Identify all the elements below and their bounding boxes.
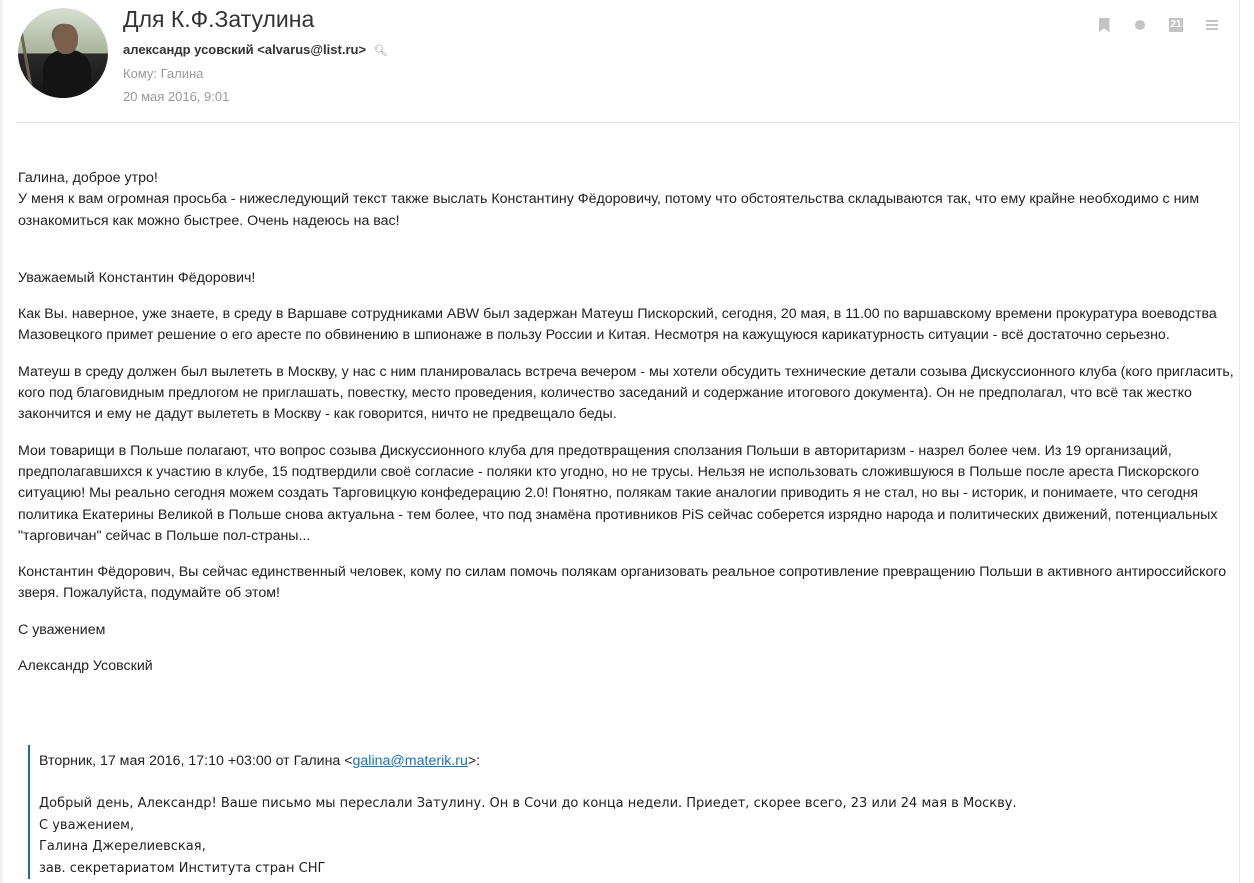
quoted-body [39, 793, 1139, 879]
quoted-line: Галина Джерелиевская, [39, 839, 206, 854]
sender-avatar[interactable] [18, 8, 108, 98]
bookmark-button[interactable] [1086, 14, 1122, 36]
calendar-icon: 21 [1170, 19, 1182, 30]
avatar-tree [19, 26, 32, 86]
quoted-header [39, 751, 1139, 771]
body-paragraph: Мои товарищи в Польше полагают, что вопрос созыва Дискуссионного клуба для предотвращения сползания Польши в авторитаризм - назрел более чем. Из 19 организаций, предполагавшихся к участию в клубе, 15 подтвердили своё согласие - поляки кто угодно, но не трусы. Нельзя не использовать сложившуюся в Польше после ареста Пискорского ситуацию! Мы реально сегодня можем создать Тарговицкую конфедерацию 2.0! Понятно, полякам такие аналогии приводить я не стал, но вы - историк, и понимаете, что сегодня политика Екатерины Великой в Польше снова актуальна - тем более, что под знамёна противников PiS сейчас соберется изрядно народа и политических движений, потенциальных "тарговичан" сейчас в Польше пол-страны... [18, 442, 1218, 544]
quoted-line: С уважением, [39, 817, 135, 833]
menu-icon [1206, 20, 1218, 30]
request-paragraph: У меня к вам огромная просьба - нижеследующий текст также выслать Константину Фёдоровичу, потому что обстоятельства складываются так, что ему крайне необходимо с ним ознакомиться как можно быстрее. Очень надеюсь на вас! [18, 191, 1200, 229]
message-toolbar [1086, 14, 1230, 36]
quoted-header-prefix: Вторник, 17 мая 2016, 17:10 +03:00 от Галина < [39, 753, 353, 769]
closing: С уважением [18, 621, 106, 638]
sender-line[interactable] [123, 42, 388, 57]
email-body [18, 168, 1236, 677]
more-menu-button[interactable] [1194, 14, 1230, 36]
signature: Александр Усовский [18, 658, 153, 675]
greeting: Галина, доброе утро! [18, 170, 158, 186]
quoted-line: Добрый день, Александр! Ваше письмо мы переслали Затулину. Он в Сочи до конца недели. Приедет, скорее всего, 23 или 24 мая в Москву. [39, 796, 1017, 811]
calendar-button[interactable] [1158, 14, 1194, 36]
avatar-face [54, 24, 78, 54]
body-paragraph: Константин Фёдорович, Вы сейчас единственный человек, кому по силам помочь полякам организовать реальное сопротивление превращению Польши в активного антироссийского зверя. Пожалуйста, подумайте об этом! [18, 564, 1227, 602]
salutation: Уважаемый Константин Фёдорович! [18, 269, 256, 286]
quoted-header-suffix: >: [467, 753, 481, 769]
email-subject: Для К.Ф.Затулина [123, 6, 315, 32]
sender-email[interactable]: <alvarus@list.ru> [257, 42, 367, 57]
email-date: 20 мая 2016, 9:01 [123, 89, 230, 104]
header-divider [16, 122, 1237, 123]
bookmark-icon [1099, 18, 1110, 33]
scrollbar[interactable] [1239, 0, 1254, 883]
body-paragraph: Как Вы. наверное, уже знаете, в среду в Варшаве сотрудниками ABW был задержан Матеуш Пискорский, сегодня, 20 мая, в 11.00 по варшавскому времени прокуратура воеводства Мазовецкого примет решение о его аресте по обвинению в шпионаже в пользу России и Китая. Несмотря на кажущуюся карикатурность ситуации - всё достаточно серьезно. [18, 306, 1217, 344]
avatar-figure [43, 50, 91, 98]
search-icon[interactable]: 🔍︎ [373, 45, 388, 57]
quoted-email-link[interactable]: galina@materik.ru [352, 753, 468, 769]
window-left-edge [0, 0, 3, 883]
sender-name[interactable]: александр усовский [123, 42, 254, 57]
quoted-message [28, 745, 1139, 879]
unread-dot-icon [1135, 20, 1145, 30]
recipient-line: Кому: Галина [123, 66, 204, 81]
mark-unread-button[interactable] [1122, 14, 1158, 36]
quoted-line: зав. секретариатом Института стран СНГ [39, 860, 326, 876]
body-paragraph: Матеуш в среду должен был вылететь в Москву, у нас с ним планировалась встреча вечером - мы хотели обсудить технические детали созыва Дискуссионного клуба (кого пригласить, кого под благовидным предлогом не приглашать, повестку, место проведения, количество заседаний и содержание итогового документа). Он не предполагал, что всё так жестко закончится и ему не дадут вылететь в Москву - как говорится, ничто не предвещало беды. [18, 363, 1234, 423]
